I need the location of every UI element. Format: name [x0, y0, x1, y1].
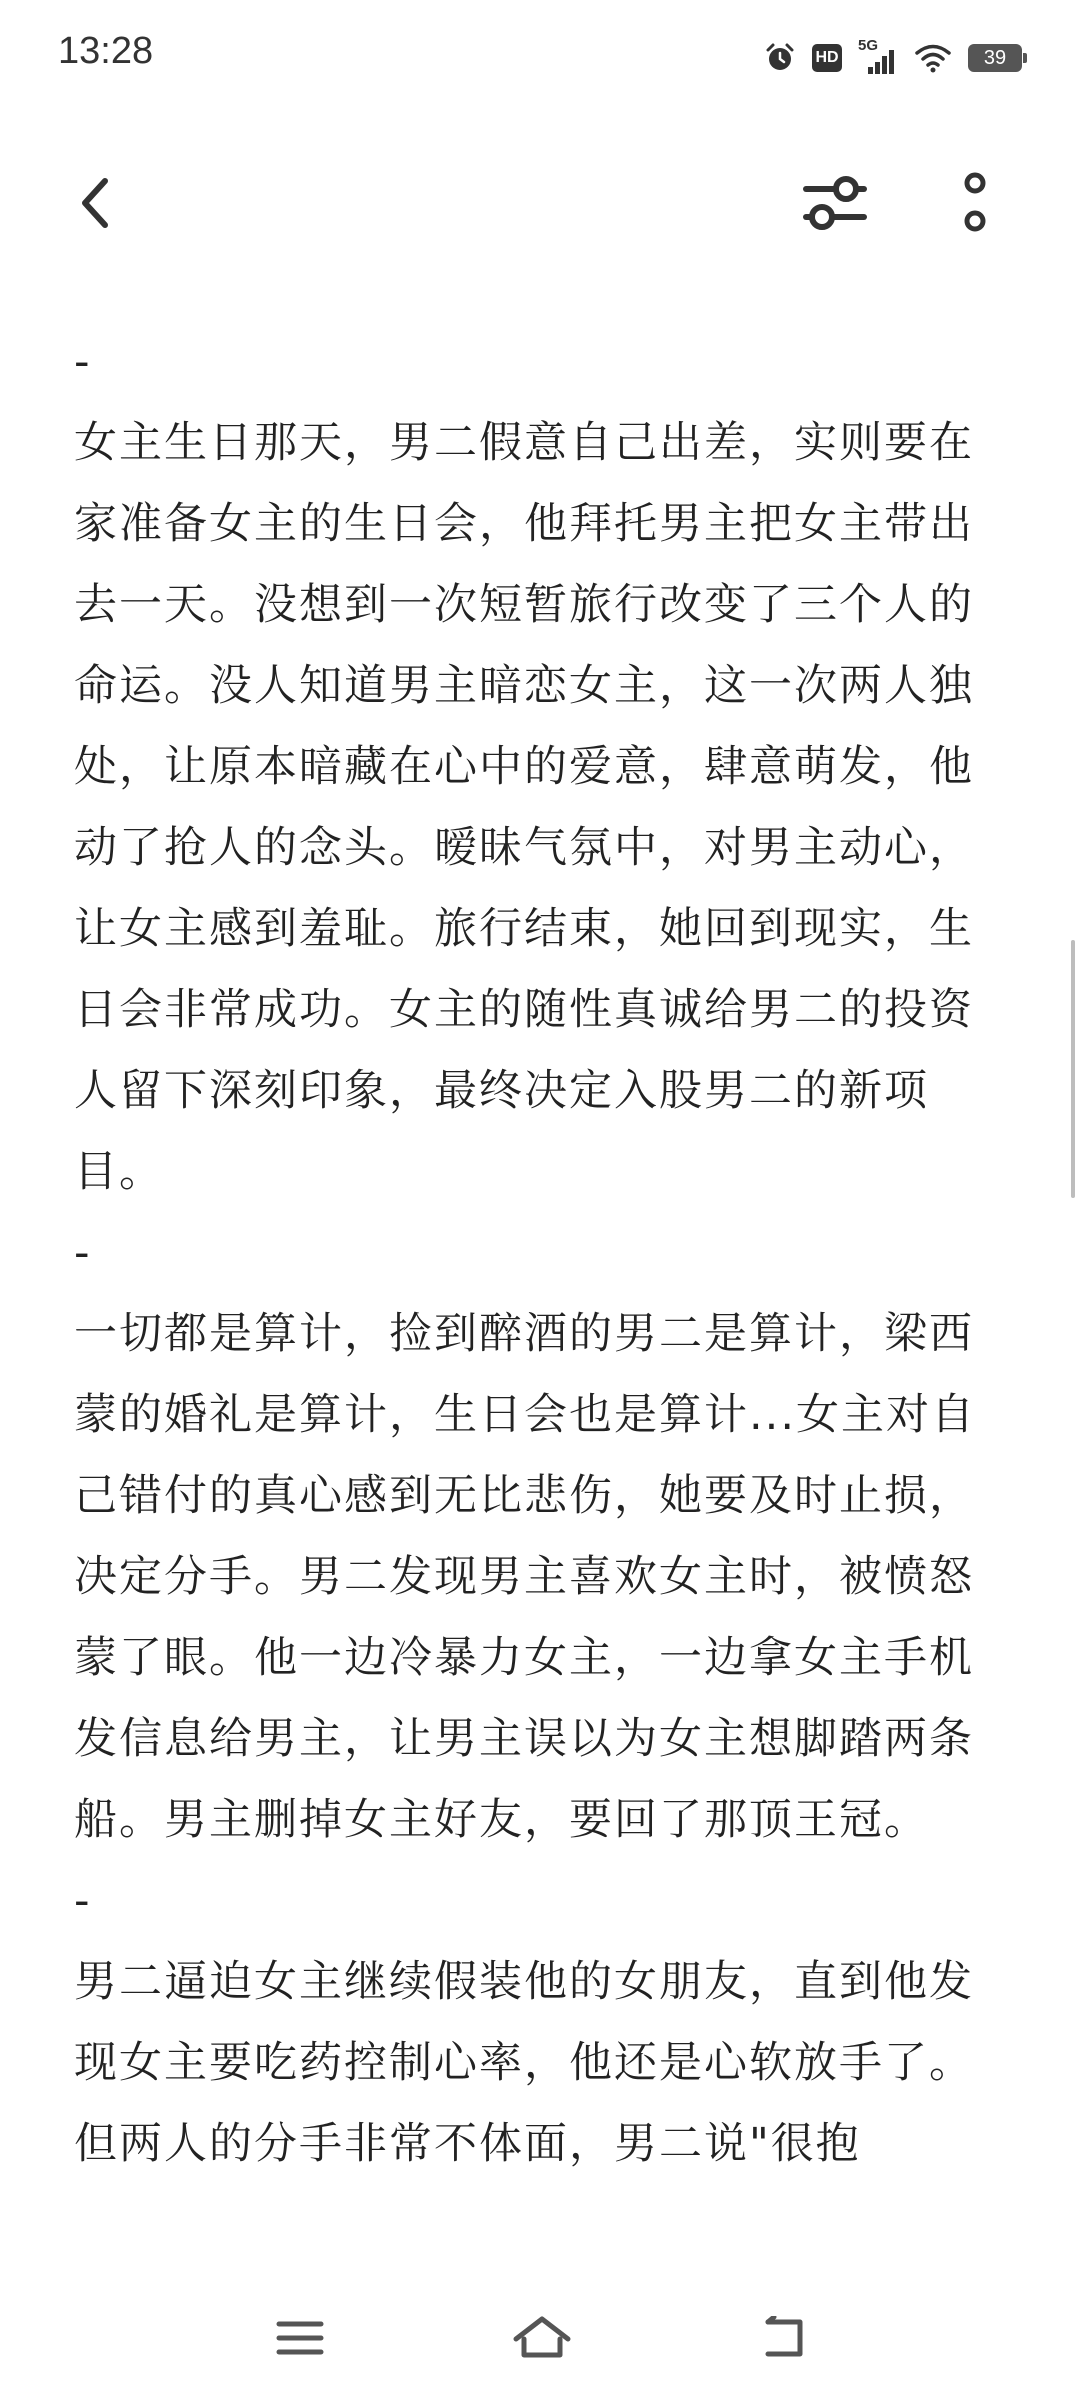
filter-sliders-icon [800, 171, 870, 239]
hd-icon: HD [812, 44, 842, 72]
status-icons [764, 38, 1022, 78]
home-icon [512, 2315, 572, 2365]
status-time: 13:28 [58, 30, 154, 72]
scrollbar-thumb[interactable] [1071, 940, 1075, 1198]
article-content [74, 322, 1009, 2185]
battery-icon: 39 [968, 44, 1022, 72]
more-options-button[interactable] [945, 170, 1005, 240]
more-vertical-icon [960, 171, 990, 239]
status-bar [0, 0, 1080, 110]
back-chevron-icon [75, 175, 115, 235]
recent-apps-button[interactable] [255, 2300, 345, 2380]
back-button[interactable] [60, 170, 130, 240]
paragraph: 一切都是算计，捡到醉酒的男二是算计，梁西蒙的婚礼是算计，生日会也是算计...女主对自己错付的真心感到无比悲伤，她要及时止损，决定分手。男二发现男主喜欢女主时，被愤怒蒙了眼。他一边冷暴力女主，一边拿女主手机发信息给男主，让男主误以为女主想脚踏两条船。男主删掉女主好友，要回了那顶王冠。 [74, 1309, 977, 1845]
paragraph: 男二逼迫女主继续假装他的女朋友，直到他发现女主要吃药控制心率，他还是心软放手了。但两人的分手非常不体面，男二说"很抱 [74, 1957, 974, 2169]
navigation-bar [0, 2280, 1080, 2400]
filter-button[interactable] [795, 170, 875, 240]
back-icon [760, 2316, 810, 2364]
nav-back-button[interactable] [740, 2300, 830, 2380]
separator: - [74, 337, 92, 387]
alarm-icon [764, 42, 796, 74]
app-bar [0, 150, 1080, 260]
network-label: 5G [858, 37, 879, 54]
separator: - [74, 1876, 92, 1926]
separator: - [74, 1228, 92, 1278]
paragraph: 女主生日那天，男二假意自己出差，实则要在家准备女主的生日会，他拜托男主把女主带出去一天。没想到一次短暂旅行改变了三个人的命运。没人知道男主暗恋女主，这一次两人独处，让原本暗藏在心中的爱意，肆意萌发，他动了抢人的念头。暧昧气氛中，对男主动心，让女主感到羞耻。旅行结束，她回到现实，生日会非常成功。女主的随性真诚给男二的投资人留下深刻印象，最终决定入股男二的新项目。 [74, 418, 974, 1197]
menu-icon [275, 2318, 325, 2362]
home-button[interactable] [497, 2300, 587, 2380]
5g-signal-icon [858, 37, 898, 75]
wifi-icon [914, 43, 952, 73]
